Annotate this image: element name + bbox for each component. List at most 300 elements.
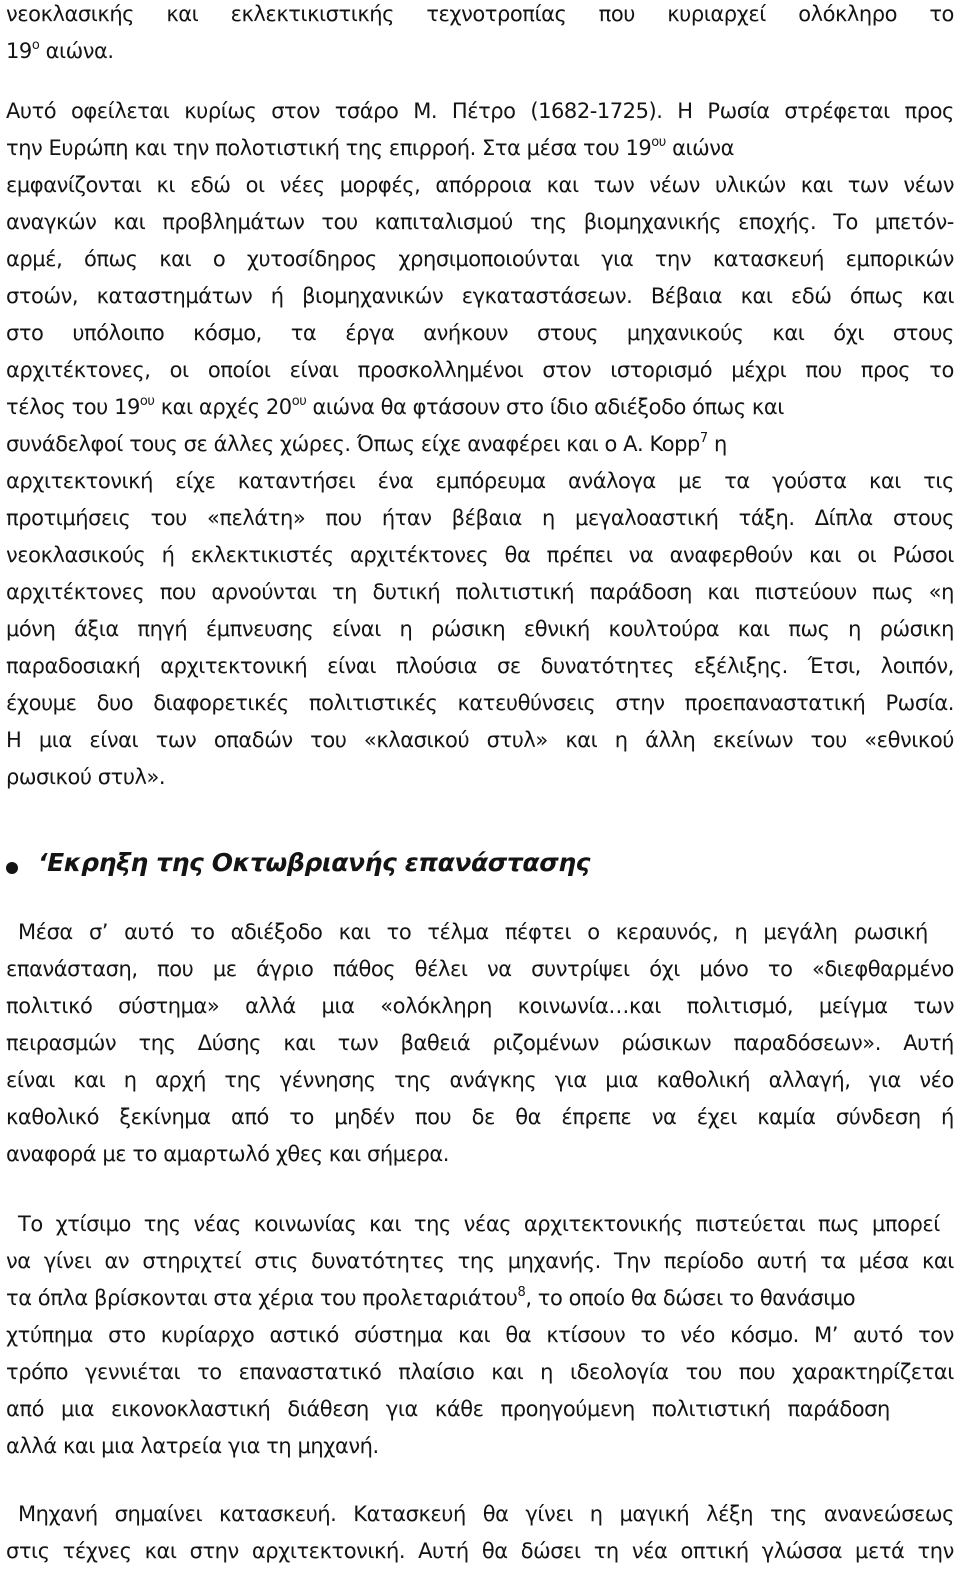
text-line: την Ευρώπη και την πολοτιστική της επιρροή. Στα μέσα του $19^{o\upsilon}$ αιώνα <box>6 135 734 160</box>
word: ή <box>941 1105 954 1129</box>
word: η <box>542 506 555 530</box>
word: του <box>810 728 847 752</box>
word: άλλη <box>645 728 696 752</box>
text-line <box>6 689 954 717</box>
word: είχε <box>175 469 216 493</box>
word: κατευθύνσεις <box>457 691 596 715</box>
word: την <box>654 247 692 271</box>
word: ή <box>270 284 284 308</box>
word: και <box>144 1539 177 1563</box>
word: χτίσιμο <box>55 1212 131 1236</box>
word: ή <box>161 543 175 567</box>
word: μόνη <box>6 617 56 641</box>
word: νέο <box>919 1068 954 1092</box>
word: γεννιέται <box>84 1360 181 1384</box>
word: τα <box>290 321 317 345</box>
word: που <box>414 1105 452 1129</box>
word: επανάσταση, <box>6 957 138 981</box>
word: είναι <box>331 617 381 641</box>
word: οφείλεται <box>70 99 170 123</box>
word: Ρωσία. <box>885 691 954 715</box>
word: από <box>230 1105 269 1129</box>
word: αναφερθούν <box>669 543 793 567</box>
word: στους <box>892 506 954 530</box>
superscript: ου <box>651 135 666 150</box>
word: στοών, <box>6 284 79 308</box>
text-line <box>6 1537 954 1565</box>
word: Ρωσία <box>707 99 770 123</box>
word: Η <box>677 99 693 123</box>
word: βιομηχανικής <box>583 210 722 234</box>
word: μηχανής. <box>507 1249 601 1273</box>
word: με <box>678 469 702 493</box>
word: καταντήσει <box>237 469 356 493</box>
text-line <box>6 1358 954 1386</box>
word: ξεκίνημα <box>119 1105 211 1129</box>
word: αρμέ, <box>6 247 63 271</box>
word: θα <box>505 1323 532 1347</box>
word: και <box>800 173 833 197</box>
word: βέβαια <box>451 506 522 530</box>
word: το <box>767 957 793 981</box>
word: και <box>113 210 146 234</box>
word: και <box>283 1031 316 1055</box>
word: της <box>457 1249 495 1273</box>
word: Έτσι, <box>807 654 861 678</box>
word: κουλτούρα <box>608 617 720 641</box>
word: γέννησης <box>279 1068 376 1092</box>
word: πλούσια <box>395 654 478 678</box>
word: καμία <box>757 1105 816 1129</box>
word: μπορεί <box>871 1212 940 1236</box>
word: εποχής. <box>738 210 817 234</box>
word: και <box>458 1323 491 1347</box>
text-line <box>6 615 954 643</box>
superscript: ο <box>31 38 40 53</box>
word: εδώ <box>190 173 231 197</box>
word: αρχιτεκτονικής <box>523 1212 683 1236</box>
word: προς <box>860 358 911 382</box>
word: εκείνων <box>712 728 793 752</box>
word: υπόλοιπο <box>72 321 165 345</box>
word: ρωσική <box>853 920 928 944</box>
word: ρώσικη <box>430 617 506 641</box>
word: πηγή <box>137 617 188 641</box>
word: αρχιτεκτονική <box>6 469 153 493</box>
word: αρνούνται <box>211 580 317 604</box>
word: των <box>593 173 635 197</box>
word: μια <box>605 1068 639 1092</box>
word: στις <box>254 1249 298 1273</box>
text-line <box>6 992 954 1020</box>
word: αναγκών <box>6 210 97 234</box>
word: πολιτιστική <box>651 1397 771 1421</box>
text-line <box>6 467 954 495</box>
word: στους <box>536 321 598 345</box>
word: εμπορικών <box>845 247 954 271</box>
word: και <box>921 1249 954 1273</box>
word: ανήκουν <box>423 321 509 345</box>
word: όχι <box>649 957 680 981</box>
text-line: συνάδελφοί τους σε άλλες χώρες. Όπως είχε αναφέρει και ο Α. Kopp$^7$ η <box>6 431 727 456</box>
word: το <box>640 1323 666 1347</box>
word: την <box>917 1539 954 1563</box>
word: μηχανικούς <box>626 321 744 345</box>
word: εμφανίζονται <box>6 173 142 197</box>
word: σύνδεση <box>835 1105 921 1129</box>
word: νέες <box>279 173 325 197</box>
word: νέας <box>463 1212 512 1236</box>
word: ιστορισμό <box>610 358 713 382</box>
word: που <box>805 358 842 382</box>
word: και <box>166 2 199 26</box>
word: Το <box>18 1212 43 1236</box>
word: η <box>399 617 413 641</box>
text-line: $19^o$ αιώνα. <box>6 38 114 63</box>
word: Μηχανή <box>18 1502 98 1526</box>
word: χυτοσίδηρος <box>246 247 377 271</box>
word: πιστεύεται <box>695 1212 806 1236</box>
word: του <box>321 210 358 234</box>
word: τις <box>923 469 954 493</box>
word: η <box>589 1502 603 1526</box>
text-line <box>6 171 954 199</box>
word: νέο <box>680 1323 715 1347</box>
word: εθνική <box>523 617 590 641</box>
word: καθολικό <box>6 1105 100 1129</box>
word: μπετόν- <box>874 210 954 234</box>
text-line: ρωσικού στυλ». <box>6 765 166 789</box>
word: θα <box>481 1539 508 1563</box>
word: τον <box>918 1323 954 1347</box>
word: κοινωνίας <box>253 1212 357 1236</box>
word: και <box>338 920 371 944</box>
word: μια <box>61 1397 94 1421</box>
section-heading: ‘Εκρηξη της Οκτωβριανής επανάστασης <box>38 848 591 877</box>
superscript: ου <box>291 394 307 409</box>
word: αλλαγή, <box>768 1068 851 1092</box>
word: Αυτή <box>903 1031 954 1055</box>
word: κατασκευή <box>712 247 824 271</box>
text-line <box>6 541 954 569</box>
word: οι <box>245 173 265 197</box>
word: στις <box>6 1539 50 1563</box>
text-line <box>6 245 954 273</box>
text-line <box>6 282 954 310</box>
word: της <box>138 1031 176 1055</box>
text-line: τα όπλα βρίσκονται στα χέρια του προλεταριάτου$^8$, το οποίο θα δώσει το θανάσιμο <box>6 1285 856 1310</box>
word: στο <box>108 1323 146 1347</box>
word: πέφτει <box>504 920 572 944</box>
word: προτιμήσεις <box>6 506 131 530</box>
word: να <box>651 1105 677 1129</box>
word: τη <box>593 1539 619 1563</box>
word: λοιπόν, <box>880 654 954 678</box>
word: πιστεύουν <box>754 580 857 604</box>
word: πολιτιστική <box>455 580 575 604</box>
word: πρέπει <box>546 543 613 567</box>
word: προσκολλημένοι <box>357 358 524 382</box>
word: παράδοση <box>589 580 692 604</box>
word: στον <box>271 99 320 123</box>
word: όπως <box>83 247 138 271</box>
word: και <box>922 284 954 308</box>
word: των <box>337 1031 379 1055</box>
word: νεοκλασικούς <box>6 543 146 567</box>
word: ο <box>587 920 600 944</box>
word: η <box>614 728 628 752</box>
word: για <box>385 1397 418 1421</box>
word: τσάρο <box>334 99 399 123</box>
word: νέων <box>903 173 954 197</box>
word: δυτική <box>372 580 441 604</box>
word: νέα <box>631 1539 668 1563</box>
word: έπρεπε <box>561 1105 632 1129</box>
word: εξέλιξης. <box>693 654 788 678</box>
word: κόσμο, <box>193 321 262 345</box>
word: του <box>150 506 187 530</box>
text-line <box>6 1103 954 1131</box>
word: πολιτισμό, <box>686 994 794 1018</box>
word: αρχιτέκτονες, <box>6 358 151 382</box>
word: μορφές, <box>339 173 421 197</box>
word: η <box>734 920 748 944</box>
word: βαθειά <box>400 1031 471 1055</box>
word: της <box>413 1212 451 1236</box>
text-line <box>6 1029 954 1057</box>
word: θέλει <box>414 957 468 981</box>
word: και <box>491 1360 524 1384</box>
word: η <box>540 1360 554 1384</box>
word: προβλημάτων <box>162 210 305 234</box>
word: Μ. <box>413 99 438 123</box>
word: των <box>913 994 954 1018</box>
word: όπως <box>849 284 904 308</box>
text-line <box>6 1066 954 1094</box>
word: Την <box>614 1249 651 1273</box>
word: έργα <box>345 321 395 345</box>
word: μέσα <box>858 1249 909 1273</box>
text-line <box>6 578 954 606</box>
text-line <box>6 504 954 532</box>
word: αρχιτέκτονες <box>6 580 145 604</box>
word: μια <box>38 728 72 752</box>
word: είναι <box>89 728 139 752</box>
word: το <box>929 2 954 26</box>
word: από <box>6 1397 44 1421</box>
word: νέων <box>649 173 700 197</box>
word: σύστημα» <box>118 994 220 1018</box>
text-line <box>6 1395 890 1423</box>
word: καταστημάτων <box>96 284 253 308</box>
word: αν <box>104 1249 130 1273</box>
word: να <box>628 543 654 567</box>
word: πως <box>872 580 914 604</box>
word: μέχρι <box>731 358 787 382</box>
word: παράδοση <box>787 1397 890 1421</box>
text-line <box>6 0 954 28</box>
text-line <box>6 1247 954 1275</box>
text-line <box>6 97 954 125</box>
word: στρέφεται <box>784 99 890 123</box>
word: είναι <box>327 654 376 678</box>
word: επαναστατικό <box>238 1360 382 1384</box>
word: ρώσικων <box>621 1031 712 1055</box>
text-line <box>18 1210 940 1238</box>
word: σ’ <box>88 920 109 944</box>
word: ιδεολογία <box>569 1360 669 1384</box>
word: θα <box>515 1105 542 1129</box>
word: στην <box>615 691 665 715</box>
superscript: ου <box>139 394 155 409</box>
word: με <box>212 957 237 981</box>
word: στον <box>542 358 592 382</box>
word: των <box>155 728 197 752</box>
word: σύστημα <box>354 1323 443 1347</box>
word: αυτή <box>756 1249 807 1273</box>
word: σε <box>496 654 521 678</box>
word: πολιτικό <box>6 994 93 1018</box>
word: γλώσσα <box>761 1539 842 1563</box>
word: αρχή <box>155 1068 206 1092</box>
word: και <box>565 728 598 752</box>
text-line <box>6 726 954 754</box>
word: και <box>369 1212 402 1236</box>
word: υλικών <box>714 173 786 197</box>
word: τέχνες <box>62 1539 132 1563</box>
word: εκλεκτικιστικής <box>230 2 395 26</box>
word: το <box>197 1360 222 1384</box>
word: και <box>868 469 901 493</box>
word: Δίπλα <box>814 506 873 530</box>
word: προηγούμενη <box>500 1397 635 1421</box>
word: άγριο <box>256 957 314 981</box>
word: και <box>737 617 770 641</box>
bullet-icon <box>6 862 18 874</box>
word: αρχιτεκτονική. <box>251 1539 406 1563</box>
word: «κλασικού <box>363 728 470 752</box>
word: Ρώσοι <box>892 543 954 567</box>
word: τέλμα <box>427 920 489 944</box>
word: κτίσουν <box>546 1323 626 1347</box>
word: μετά <box>855 1539 905 1563</box>
word: όχι <box>833 321 865 345</box>
word: για <box>868 1068 901 1092</box>
word: διαφορετικές <box>153 691 289 715</box>
word: δε <box>471 1105 495 1129</box>
word: μόνο <box>699 957 749 981</box>
word: που <box>598 2 635 26</box>
word: της <box>394 1068 432 1092</box>
word: για <box>554 1068 587 1092</box>
word: στο <box>6 321 44 345</box>
word: παραδόσεων». <box>733 1031 881 1055</box>
word: «πελάτη» <box>206 506 306 530</box>
word: άξια <box>74 617 119 641</box>
word: εγκαταστάσεων. <box>461 284 633 308</box>
word: που <box>159 580 196 604</box>
word: διάθεση <box>287 1397 369 1421</box>
word: τρόπο <box>6 1360 69 1384</box>
word: που <box>325 506 362 530</box>
word: χτύπημα <box>6 1323 93 1347</box>
word: έχουμε <box>6 691 77 715</box>
word: βιομηχανικών <box>302 284 444 308</box>
footnote-marker: 8 <box>517 1285 526 1300</box>
word: Η <box>6 728 22 752</box>
word: χαρακτηρίζεται <box>791 1360 954 1384</box>
word: «ολόκληρη <box>380 994 492 1018</box>
word: νέας <box>193 1212 241 1236</box>
word: το <box>929 358 954 382</box>
footnote-marker: 7 <box>699 431 708 446</box>
word: αυτό <box>853 1323 903 1347</box>
word: είναι <box>289 358 339 382</box>
word: χρησιμοποιούνται <box>398 247 580 271</box>
word: εκλεκτικιστές <box>190 543 334 567</box>
word: αυτό <box>124 920 174 944</box>
word: μείγμα <box>818 994 888 1018</box>
word: γίνει <box>43 1249 92 1273</box>
word: θα <box>482 1502 509 1526</box>
word: στηριχτεί <box>142 1249 242 1273</box>
word: η <box>123 1068 137 1092</box>
word: ήταν <box>381 506 432 530</box>
text-line <box>6 955 954 983</box>
word: Κατασκευή <box>353 1502 466 1526</box>
word: εδώ <box>791 284 832 308</box>
word: πλαίσιο <box>398 1360 475 1384</box>
word: προεπαναστατική <box>684 691 866 715</box>
word: κυριαρχεί <box>667 2 766 26</box>
word: το <box>289 1105 314 1129</box>
word: περίοδο <box>663 1249 744 1273</box>
word: αλλά <box>245 994 296 1018</box>
word: κοινωνία…και <box>517 994 661 1018</box>
word: γούστα <box>772 469 847 493</box>
word: τα <box>724 469 750 493</box>
word: και <box>159 247 192 271</box>
word: της <box>529 210 567 234</box>
word: λέξη <box>706 1502 754 1526</box>
word: κάθε <box>434 1397 484 1421</box>
word: της <box>143 1212 181 1236</box>
word: «η <box>928 580 954 604</box>
word: (1682-1725). <box>530 99 663 123</box>
word: κυρίως <box>184 99 257 123</box>
word: και <box>73 1068 106 1092</box>
word: νεοκλασικής <box>6 2 135 26</box>
word: αδιέξοδο <box>230 920 323 944</box>
word: «εθνικού <box>864 728 954 752</box>
word: εμπόρευμα <box>435 469 546 493</box>
word: ρώσικη <box>879 617 954 641</box>
word: Το <box>833 210 858 234</box>
text-line: τέλος του $19^{o\upsilon}$ και αρχές $20^{o\upsilon}$ αιώνα θα φτάσουν στο ίδιο αδιέξοδο όπως και <box>6 394 784 419</box>
word: ανανεώσεως <box>823 1502 954 1526</box>
word: δώσει <box>520 1539 581 1563</box>
word: μεγαλοαστική <box>575 506 719 530</box>
word: το <box>189 920 215 944</box>
word: να <box>6 1249 31 1273</box>
word: μαγική <box>619 1502 690 1526</box>
word: πάθος <box>332 957 396 981</box>
word: πειρασμών <box>6 1031 117 1055</box>
word: κεραυνός, <box>615 920 719 944</box>
word: της <box>770 1502 807 1526</box>
word: τη <box>331 580 358 604</box>
text-line <box>18 918 928 946</box>
